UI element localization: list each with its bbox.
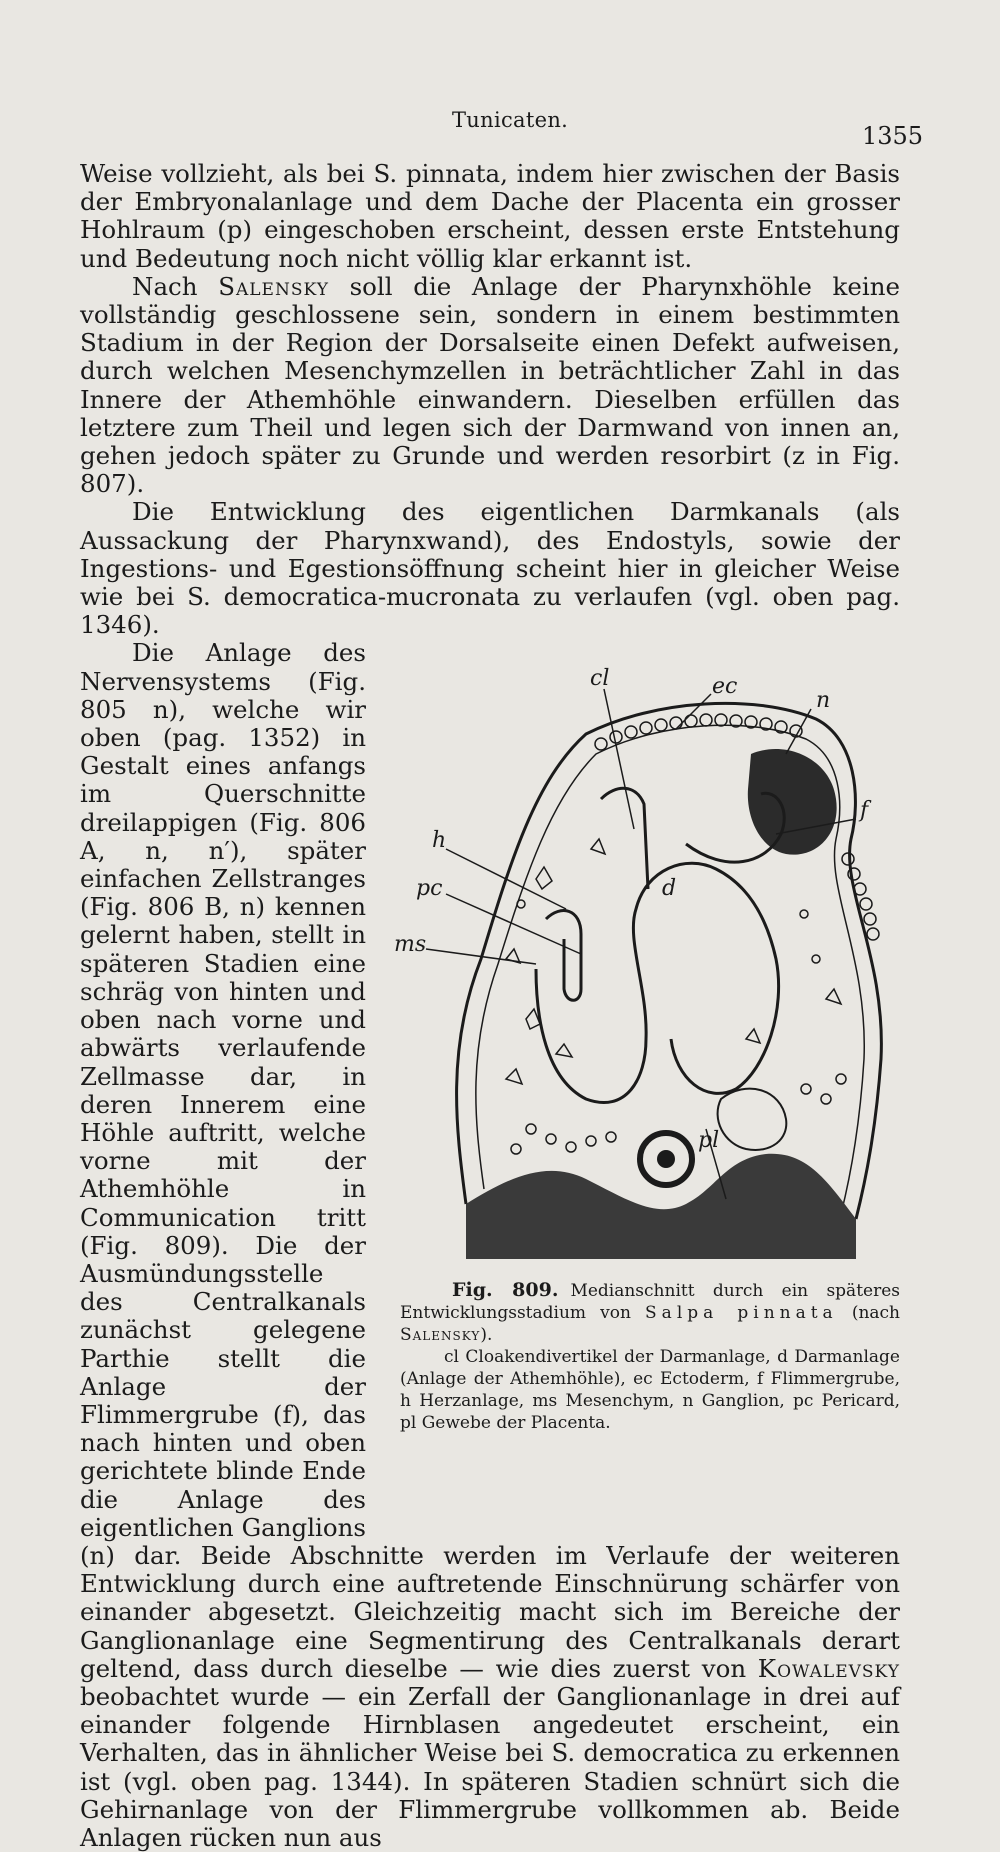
author-kowalevsky: Kowalevsky [757, 1653, 900, 1683]
caption-species: Salpa pinnata [645, 1303, 838, 1324]
placenta [466, 1154, 856, 1259]
figure-illustration [386, 659, 906, 1259]
p2-lead: Nach [132, 271, 198, 301]
figure-809 [380, 639, 900, 1514]
caption-text-a: Medianschnitt durch ein späteres Entwicklungsstadium von [400, 1281, 900, 1324]
running-title: Tunicaten. [452, 108, 569, 132]
figure-caption [400, 1279, 900, 1434]
caption-author: Salensky [400, 1325, 481, 1346]
label-cl: cl [590, 666, 610, 692]
cloakendivertikel [601, 789, 648, 890]
placenta-oval [718, 1089, 787, 1150]
caption-text-b: (nach [851, 1303, 900, 1324]
label-h: h [432, 828, 447, 854]
darm-anlage [536, 864, 779, 1103]
label-ec: ec [712, 674, 738, 700]
herzanlage [546, 911, 581, 1001]
p2-rest: soll die Anlage der Pharynxhöhle keine vollständig geschlossene sein, sondern in einem bestimmten Stadium in der Region der Dorsalseite einen Defekt aufweisen, durch welchen Mesenchymzellen in beträchtlicher Zahl in das Innere der Athemhöhle einwandern. Dieselben erfüllen das letztere zum Theil und legen sich der Darmwand von innen an, gehen jedoch später zu Grunde und werden resorbirt (z in Fig. 807). [80, 271, 900, 499]
label-d: d [662, 876, 677, 902]
label-f: f [860, 798, 869, 824]
page-header [0, 108, 1000, 148]
author-salensky: Salensky [218, 271, 329, 301]
caption-text-c: ). [480, 1325, 493, 1346]
paragraph-4 [80, 639, 900, 1852]
label-n: n [816, 688, 831, 714]
ganglion [748, 749, 837, 855]
p4-text-a: Die Anlage des Nervensystems (Fig. 805 n), welche wir oben (pag. 1352) in Gestalt eines anfangs im Querschnitte dreilappigen (Fig. 806 A, n, n′), später einfachen Zellstranges (Fig. 806 B, n) kennen gelernt haben, stellt in späteren Stadien eine schräg von hinten und oben nach vorne und abwärts verlaufende Zellmasse dar, in deren Innerem eine Höhle auftritt, welche vorne mit der Athemhöhle in Communication tritt (Fig. 809). Die der Ausmündungsstelle des Centralkanals zunächst gelegene Parthie stellt die Anlage der Flimmergrube (f), das nach hinten und oben gerichtete blinde Ende die Anlage des eigentlichen Ganglions (n) dar. Beide Abschnitte werden im Verlaufe der weiteren Entwicklung durch eine auftretende Einschnürung schärfer von einander abgesetzt. Gleichzeitig macht sich im Bereiche der Ganglionanlage eine Segmentirung des Centralkanals derart geltend, dass durch dieselbe — wie dies zuerst von [80, 638, 900, 1683]
label-ms: ms [394, 932, 427, 958]
figure-legend: cl Cloakendivertikel der Darmanlage, d Darmanlage (Anlage der Athemhöhle), ec Ectoderm, f Flimmergrube, h Herzanlage, ms Mesenchym, n Ganglion, pc Pericard, pl Gewebe der Placenta. [400, 1347, 900, 1434]
paragraph-1: Weise vollzieht, als bei S. pinnata, indem hier zwischen der Basis der Embryonalanlage und dem Dache der Placenta ein grosser Hohlraum (p) eingeschoben erscheint, dessen erste Entstehung und Bedeutung noch nicht völlig klar erkannt ist. [80, 159, 900, 273]
paragraph-3: Die Entwicklung des eigentlichen Darmkanals (als Aussackung der Pharynxwand), des Endostyls, sowie der Ingestions- und Egestionsöffnung scheint hier in gleicher Weise wie bei S. democratica-mucronata zu verlaufen (vgl. oben pag. 1346). [80, 497, 900, 640]
label-pl: pl [698, 1128, 720, 1154]
main-text [80, 160, 900, 1852]
paragraph-2 [80, 273, 900, 499]
label-pc: pc [416, 876, 443, 902]
p4-text-b: beobachtet wurde — ein Zerfall der Ganglionanlage in drei auf einander folgende Hirnblasen angedeutet erscheint, ein Verhalten, das in ähnlicher Weise bei S. democratica zu erkennen ist (vgl. oben pag. 1344). In späteren Stadien schnürt sich die Gehirnanlage von der Flimmergrube vollkommen ab. Beide Anlagen rücken nun aus [80, 1681, 900, 1852]
figure-label: Fig. 809. [452, 1279, 559, 1302]
page-number: 1355 [862, 122, 924, 150]
